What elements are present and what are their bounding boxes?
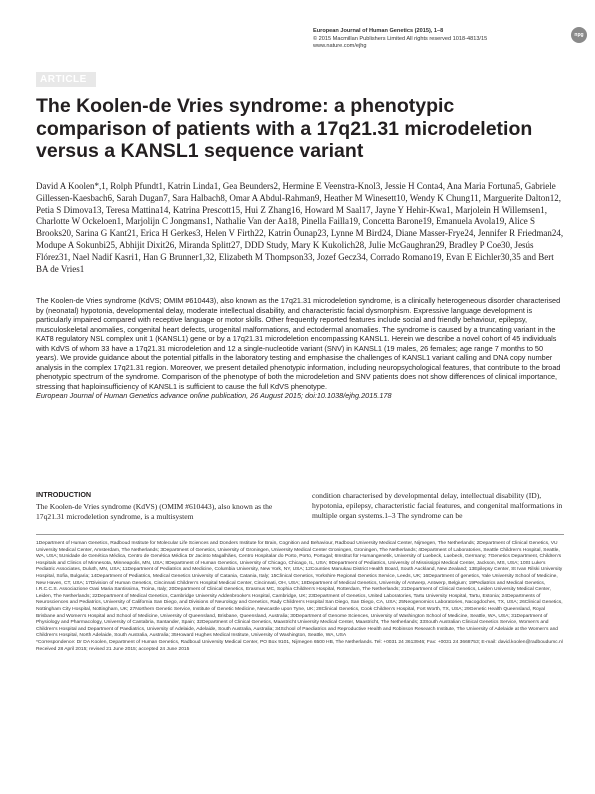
intro-right-column bbox=[312, 491, 564, 521]
journal-header bbox=[313, 28, 573, 51]
paper-title: The Koolen-de Vries syndrome: a phenotypic comparison of patients with a 17q21.31 microdeletion versus a KANSL1 sequence variant bbox=[36, 95, 533, 162]
citation-line: European Journal of Human Genetics advance online publication, 26 August 2015; doi:10.1038/ejhg.2015.178 bbox=[36, 391, 392, 400]
abstract-text: The Koolen-de Vries syndrome (KdVS; OMIM #610443), also known as the 17q21.31 microdeletion syndrome, is a clinically heterogeneous disorder characterised by (neonatal) hypotonia, developmental delay, moderate intellectual disability, and characteristic facial dysmorphism. Expressive language development is particularly impaired compared with receptive language or motor skills. Other frequently reported features include social and friendly behaviour, epilepsy, musculoskeletal anomalies, congenital heart defects, urogenital malformations, and ectodermal anomalies. The syndrome is caused by a truncating variant in the KAT8 regulatory NSL complex unit 1 (KANSL1) gene or by a 17q21.31 microdeletion encompassing KANSL1. Herein we describe a novel cohort of 45 individuals with KdVS of whom 33 have a 17q21.31 microdeletion and 12 a single-nucleotide variant (SNV) in KANSL1 (19 males, 26 females; age range 7 months to 50 years). We provide guidance about the potential pitfalls in the laboratory testing and emphasise the challenges of KANSL1 variant calling and DNA copy number analysis in the complex 17q21.31 region. Moreover, we present detailed phenotypic information, including neuropsychological features, that contribute to the broad phenotypic spectrum of the syndrome. Comparison of the phenotype of both the microdeletion and SNV patients does not show differences of clinical importance, stressing that haploinsufficiency of KANSL1 is sufficient to cause the full KdVS phenotype. bbox=[36, 296, 561, 391]
correspondence-text: *Correspondence: Dr DA Koolen, Department of Human Genetics, Radboud University Medical Center, PO Box 9101, Nijmegen 6500 HB, The Netherlands. Tel: +0031 24 3613946; Fax: +0031 24 3668753; E-mail: david.koolen@radboudumc.nl bbox=[36, 639, 563, 645]
intro-left-text: The Koolen-de Vries syndrome (KdVS) (OMIM #610443), also known as the 17q21.31 microdeletion syndrome, is a multisystem bbox=[36, 502, 273, 521]
journal-url[interactable]: www.nature.com/ejhg bbox=[313, 43, 367, 50]
received-dates: Received 28 April 2015; revised 21 June 2015; accepted 24 June 2015 bbox=[36, 646, 190, 652]
article-type-label: ARTICLE bbox=[36, 72, 96, 87]
footnotes bbox=[36, 541, 564, 653]
author-list: David A Koolen*,1, Rolph Pfundt1, Katrin Linda1, Gea Beunders2, Hermine E Veenstra-Knol3, Jessie H Conta4, Ana Maria Fortuna5, Gabriele Gillessen-Kaesbach6, Sarah Dugan7, Sara Halbach8, Omar A Abdul-Rahman9, Heather M Winesett10, Wendy K Chung11, Marguerite Dalton12, Petia S Dimova13, Teresa Mattina14, Katrina Prescott15, Hui Z Zhang16, Howard M Saal17, Jayne Y Hehir-Kwa1, Marjolein H Willemsen1, Charlotte W Ockeloen1, Marjolijn C Jongmans1, Nathalie Van der Aa18, Pinella Failla19, Concetta Barone19, Emanuela Avola19, Alice S Brooks20, Sarina G Kant21, Erica H Gerkes3, Helen V Firth22, Katrin Õunap23, Lynne M Bird24, Diane Masser-Frye24, Jennifer R Friedman24, Modupe A Sokunbi25, Abhijit Dixit26, Miranda Splitt27, DDD Study, Mary K Kukolich28, Julie McGaughran29, Bradley P Coe30, Jesús Flórez31, Nael Nadif Kasri1, Han G Brunner1,32, Elizabeth M Thompson33, Jozef Gecz34, Corrado Romano19, Evan E Eichler30,35 and Bert BA de Vries1 bbox=[36, 181, 564, 274]
npg-logo-badge: npg bbox=[571, 27, 587, 43]
copyright-line: © 2015 Macmillan Publishers Limited All rights reserved 1018-4813/15 bbox=[313, 35, 488, 42]
journal-name: European Journal of Human Genetics (2015), 1–8 bbox=[313, 28, 444, 34]
affiliations-text: 1Department of Human Genetics, Radboud Institute for Molecular Life Sciences and Donders Institute for Brain, Cognition and Behaviour, Radboud University Medical Center, Nijmegen, The Netherlands; 2Department of Clinical Genetics, VU University Medical Center, Amsterdam, The Netherlands; 3Department of Genetics, University of Groningen, University Medical Center Groningen, Groningen, The Netherlands; 4Department of Laboratories, Seattle Children's Hospital, Seattle, WA, USA; 5Unidade de Genética Médica, Centro de Genética Médica Dr Jacinto Magalhães, Centro Hospitalar do Porto, Porto, Portugal; 6Institut für Humangenetik, University of Luebeck, Luebeck, Germany; 7Genetics Department, Children's Hospitals and Clinics of Minnesota, Minneapolis, MN, USA; 8Department of Human Genetics, University of Chicago, Chicago, IL, USA; 9Department of Pediatrics, University of Mississippi Medical Center, Jackson, MS, USA; 10St Luke's Pediatric Associates, Duluth, MN, USA; 11Department of Pediatrics and Medicine, Columbia University, New York, NY, USA; 12Counties Manukau District Health Board, South Auckland, New Zealand; 13Epilepsy Center, St Ivan Rilski University Hospital, Sofia, Bulgaria; 14Department of Pediatrics, Medical Genetics University of Catania, Catania, Italy; 15Clinical Genetics, Yorkshire Regional Genetics Service, Leeds, UK; 16Department of genetics, Yale University School of Medicine, New Haven, CT, USA; 17Division of Human Genetics, Cincinnati Children's Hospital Medical Center, Cincinnati, OH, USA; 18Department of Medical Genetics, University of Antwerp, Antwerp, Belgium; 19Pediatrics and Medical Genetics, I.R.C.C.S. Associazione Oasi Maria Santissima, Troina, Italy; 20Department of Clinical Genetics, Erasmus MC, Sophia Children's Hospital, Rotterdam, The Netherlands; 21Department of Clinical Genetics, Leiden University Medical Center, Leiden, The Netherlands; 22Department of Medical Genetics, Cambridge University Addenbrooke's Hospital, Cambridge, UK; 23Department of Genetics, United Laboratories, Tartu University Hospital, Tartu, Estonia; 24Departments of Neurosciences and Pediatrics, University of California San Diego, and Divisions of Neurology and Genetics, Rady Children's Hospital San Diego, San Diego, CA, USA; 25Neogenomics Laboratories, Nacogdoches, TX, USA; 26Clinical Genetics, Nottingham City Hospital, Nottingham, UK; 27Northern Genetic Service, Institute of Genetic Medicine, Newcastle upon Tyne, UK; 28Clinical Genetics, Cook Children's Hospital, Fort Worth, TX, USA; 29Genetic Health Queensland, Royal Brisbane and Women's Hospital and School of Medicine, University of Queensland, Brisbane, Queensland, Australia; 30Department of Genome Sciences, University of Washington School of Medicine, Seattle, WA, USA; 31Department of Physiology and Pharmacology, University of Cantabria, Santander, Spain; 32Department of Clinical Genetics, Maastricht University Medical Center, Maastricht, The Netherlands; 33South Australian Clinical Genetics Service, Women's and Children's Hospital and Department of Paediatrics, University of Adelaide, Adelaide, South Australia, Australia; 34School of Paediatrics and Reproductive Health and Robinson Research Institute, The University of Adelaide at the Women's and Children's Hospital, North Adelaide, South Australia, Australia; 35Howard Hughes Medical Institute, University of Washington, Seattle, WA, USA bbox=[36, 541, 563, 639]
intro-left-column bbox=[36, 490, 288, 522]
abstract bbox=[36, 296, 564, 401]
intro-heading: INTRODUCTION bbox=[36, 490, 92, 499]
footnote-divider bbox=[36, 534, 564, 535]
intro-right-text: condition characterised by developmental delay, intellectual disability (ID), hypotonia, epilepsy, characteristic facial features, and congenital malformations in multiple organ systems.1–3 The syndrome can be bbox=[312, 491, 563, 520]
